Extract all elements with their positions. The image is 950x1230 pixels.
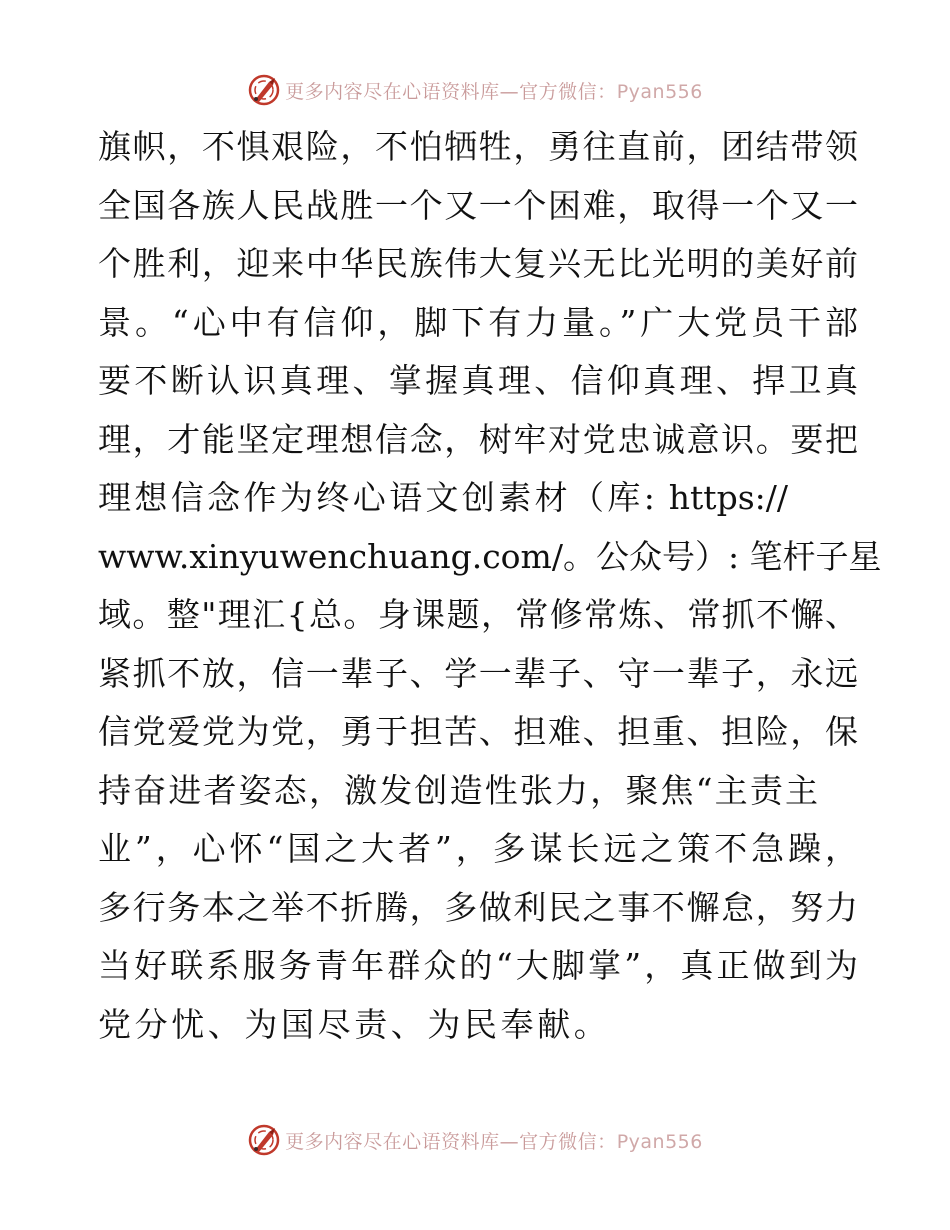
text-line: 业”，心怀“国之大者”，多谋长远之策不急躁，: [98, 829, 858, 868]
text-line: 全国各族人民战胜一个又一个困难，取得一个又一: [98, 185, 858, 225]
text-line: 理，才能坚定理想信念，树牢对党忠诚意识。要把: [98, 419, 858, 459]
footer-wechat-id: Pyan556: [616, 1130, 703, 1153]
text-line: 个胜利，迎来中华民族伟大复兴无比光明的美好前: [98, 244, 858, 283]
text-line: 信党爱党为党，勇于担苦、担难、担重、担险，保: [98, 712, 858, 751]
text-line: 要不断认识真理、掌握真理、信仰真理、捍卫真: [98, 361, 858, 400]
text-line: 党分忧、为国尽责、为民奉献。: [98, 1004, 611, 1044]
header-text: [285, 77, 703, 104]
quill-pen-logo-icon: [247, 73, 281, 107]
footer-wechat-label: 官方微信：: [519, 1130, 617, 1153]
text-line: 紧抓不放，信一辈子、学一辈子、守一辈子，永远: [98, 653, 858, 693]
header-watermark: [0, 70, 950, 110]
text-line: 景。“心中有信仰，脚下有力量。”广大党员干部: [98, 302, 858, 342]
header-separator: —: [499, 80, 520, 103]
quill-pen-logo-icon: [247, 1123, 281, 1157]
text-line: 理想信念作为终心语文创素材（库: https://: [98, 478, 788, 517]
footer-text: [285, 1127, 703, 1154]
header-site-text: 更多内容尽在心语资料库: [285, 80, 500, 103]
footer-watermark: [0, 1120, 950, 1160]
text-line: 多行务本之举不折腾，多做利民之事不懈怠，努力: [98, 887, 858, 927]
text-line: 域。整"理汇{总。身课题，常修常炼、常抓不懈、: [98, 595, 858, 634]
document-body: [98, 118, 882, 1054]
text-line: 持奋进者姿态，激发创造性张力，聚焦“主责主: [98, 770, 818, 810]
text-line: 旗帜，不惧艰险，不怕牺牲，勇往直前，团结带领: [98, 127, 858, 166]
header-wechat-label: 官方微信：: [519, 80, 617, 103]
text-line: www.xinyuwenchuang.com/。公众号）: 笔杆子星: [98, 536, 882, 576]
footer-site-text: 更多内容尽在心语资料库: [285, 1130, 500, 1153]
header-wechat-id: Pyan556: [616, 80, 703, 103]
footer-separator: —: [499, 1130, 520, 1153]
text-line: 当好联系服务青年群众的“大脚掌”，真正做到为: [98, 946, 858, 985]
